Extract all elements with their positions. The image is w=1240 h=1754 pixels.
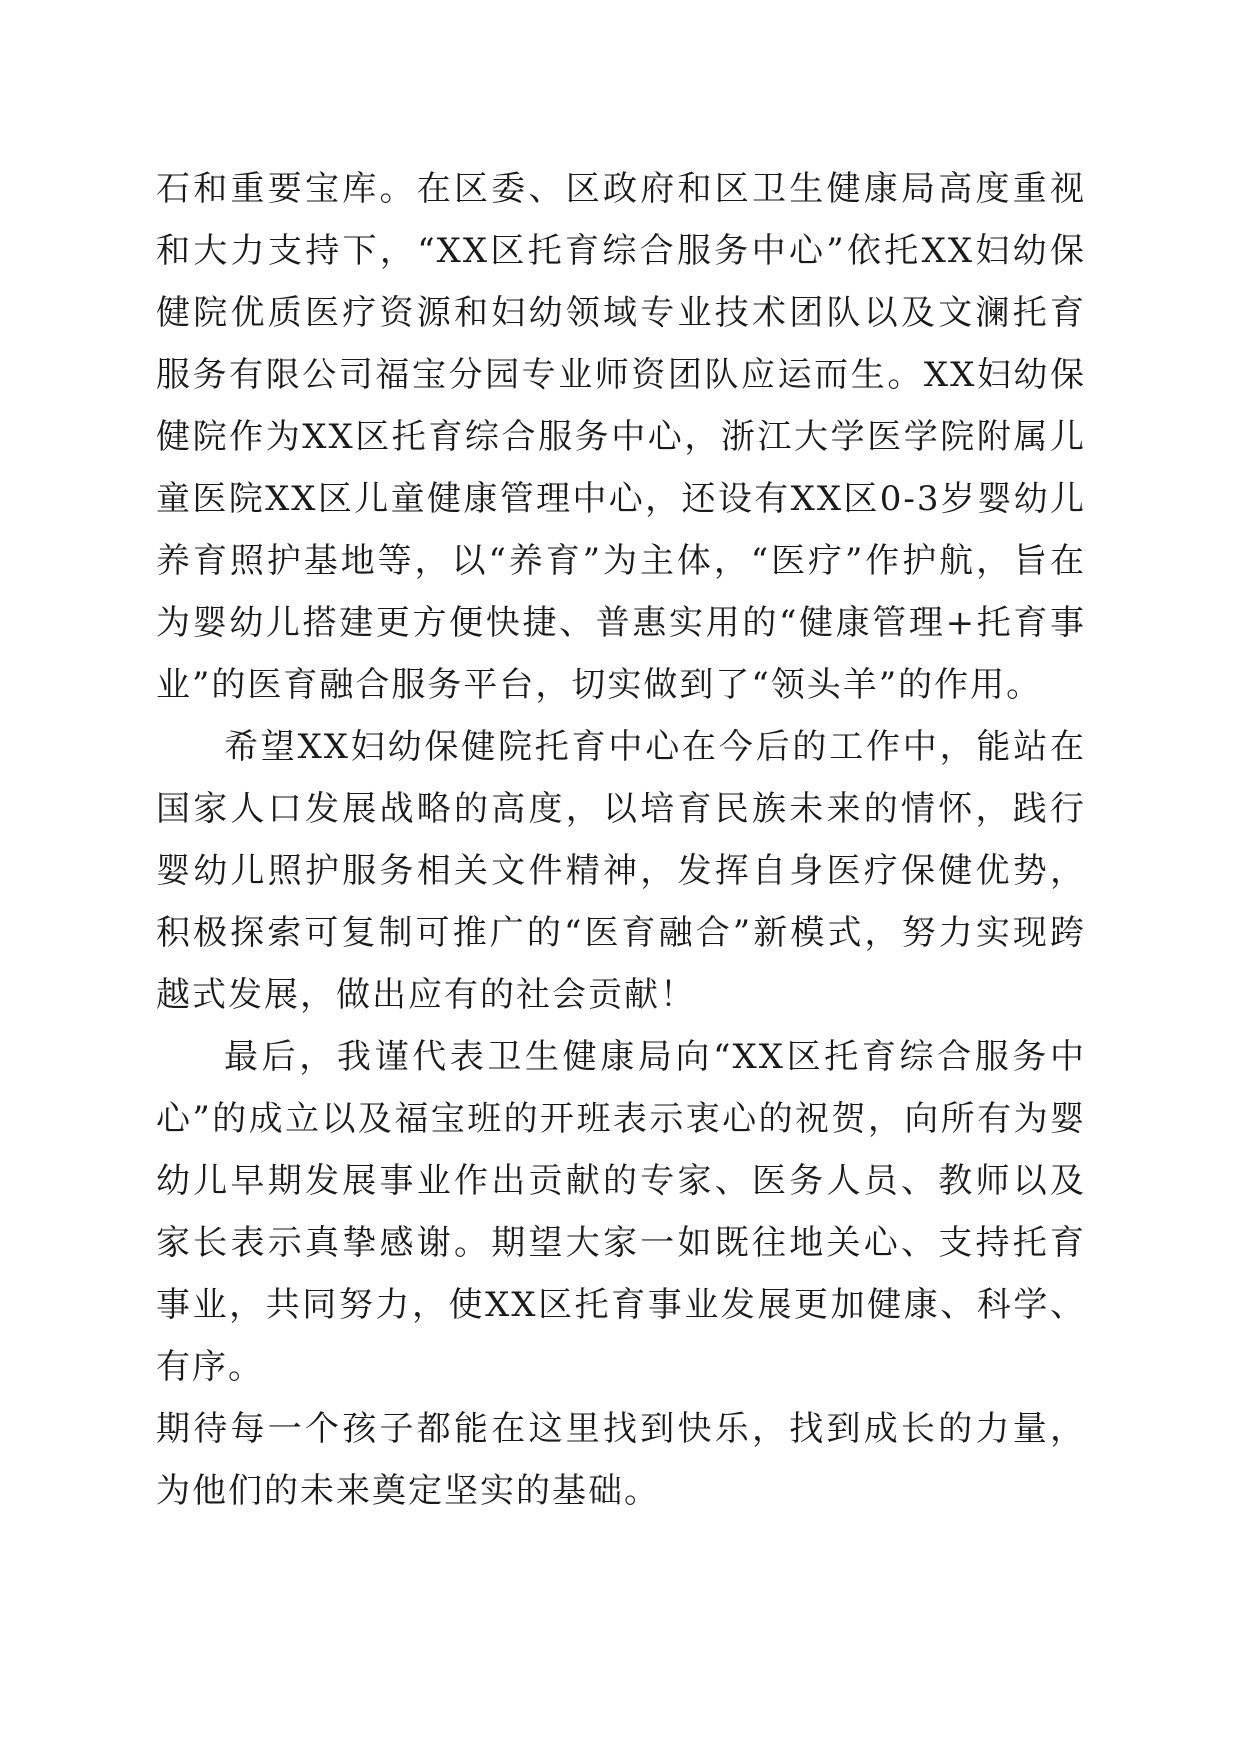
paragraph-continued: 石和重要宝库。在区委、区政府和区卫生健康局高度重视和大力支持下，“XX区托育综合服务中心”依托XX妇幼保健院优质医疗资源和妇幼领域专业技术团队以及文澜托育服务有限公司福宝分园专业师资团队应运而生。XX妇幼保健院作为XX区托育综合服务中心，浙江大学医学院附属儿童医院XX区儿童健康管理中心，还设有XX区0-3岁婴幼儿养育照护基地等，以“养育”为主体，“医疗”作护航，旨在为婴幼儿搭建更方便快捷、普惠实用的“健康管理+托育事业”的医育融合服务平台，切实做到了“领头羊”的作用。: [156, 169, 1086, 705]
document-body: [156, 158, 1086, 1522]
paragraph-final-wish: 期待每一个孩子都能在这里找到快乐，找到成长的力量，为他们的未来奠定坚实的基础。: [156, 1409, 1086, 1511]
paragraph-closing: 最后，我谨代表卫生健康局向“XX区托育综合服务中心”的成立以及福宝班的开班表示衷心的祝贺，向所有为婴幼儿早期发展事业作出贡献的专家、医务人员、教师以及家长表示真挚感谢。期望大家一如既往地关心、支持托育事业，共同努力，使XX区托育事业发展更加健康、科学、有序。: [156, 1037, 1086, 1387]
paragraph-hope: 希望XX妇幼保健院托育中心在今后的工作中，能站在国家人口发展战略的高度，以培育民族未来的情怀，践行婴幼儿照护服务相关文件精神，发挥自身医疗保健优势，积极探索可复制可推广的“医育融合”新模式，努力实现跨越式发展，做出应有的社会贡献！: [156, 727, 1086, 1015]
